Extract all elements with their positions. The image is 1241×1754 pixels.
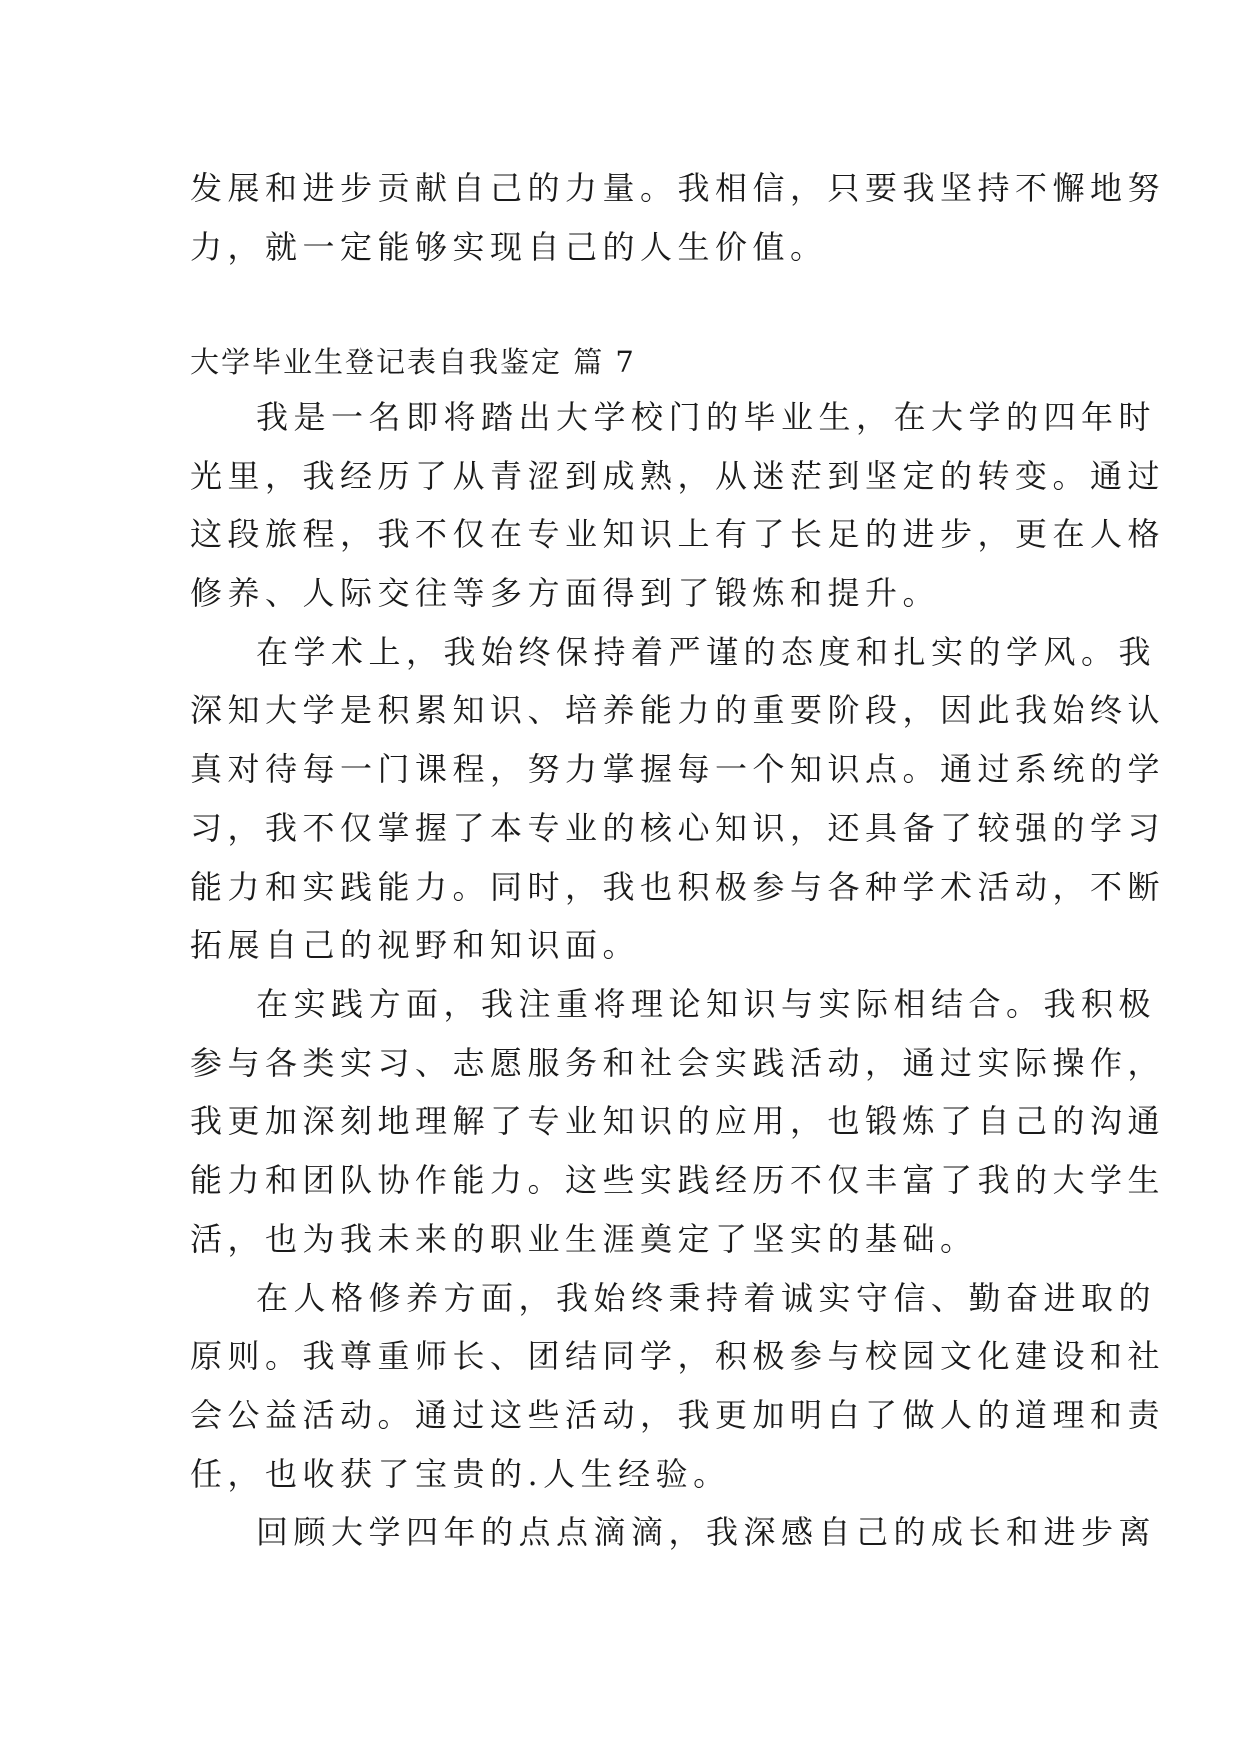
paragraph-line: 我是一名即将踏出大学校门的毕业生，在大学的四年时 (256, 398, 1157, 436)
paragraph-line: 拓展自己的视野和知识面。 (190, 926, 641, 964)
paragraph-line: 在人格修养方面，我始终秉持着诚实守信、勤奋进取的 (256, 1279, 1157, 1317)
paragraph-line: 光里，我经历了从青涩到成熟，从迷茫到坚定的转变。通过 (190, 457, 1166, 495)
paragraph-line: 在实践方面，我注重将理论知识与实际相结合。我积极 (256, 985, 1157, 1023)
paragraph-line: 深知大学是积累知识、培养能力的重要阶段，因此我始终认 (190, 691, 1166, 729)
paragraph-line: 我更加深刻地理解了专业知识的应用，也锻炼了自己的沟通 (190, 1102, 1166, 1140)
paragraph-line: 参与各类实习、志愿服务和社会实践活动，通过实际操作， (190, 1044, 1166, 1082)
paragraph-line: 回顾大学四年的点点滴滴，我深感自己的成长和进步离 (256, 1513, 1157, 1551)
paragraph-line: 原则。我尊重师长、团结同学，积极参与校园文化建设和社 (190, 1337, 1166, 1375)
paragraph-line: 能力和团队协作能力。这些实践经历不仅丰富了我的大学生 (190, 1161, 1166, 1199)
paragraph-line: 会公益活动。通过这些活动，我更加明白了做人的道理和责 (190, 1396, 1166, 1434)
paragraph-line: 习，我不仅掌握了本专业的核心知识，还具备了较强的学习 (190, 809, 1166, 847)
text-line: 发展和进步贡献自己的力量。我相信，只要我坚持不懈地努 (190, 169, 1166, 207)
paragraph-line: 这段旅程，我不仅在专业知识上有了长足的进步，更在人格 (190, 515, 1166, 553)
paragraph-line: 真对待每一门课程，努力掌握每一个知识点。通过系统的学 (190, 750, 1166, 788)
text-line: 力，就一定能够实现自己的人生价值。 (190, 228, 828, 266)
paragraph-line: 修养、人际交往等多方面得到了锻炼和提升。 (190, 574, 941, 612)
section-title: 大学毕业生登记表自我鉴定 篇 7 (190, 345, 636, 379)
paragraph-line: 任，也收获了宝贵的.人生经验。 (190, 1455, 731, 1493)
paragraph-line: 能力和实践能力。同时，我也积极参与各种学术活动，不断 (190, 868, 1166, 906)
paragraph-line: 在学术上，我始终保持着严谨的态度和扎实的学风。我 (256, 633, 1157, 671)
paragraph-line: 活，也为我未来的职业生涯奠定了坚实的基础。 (190, 1220, 978, 1258)
